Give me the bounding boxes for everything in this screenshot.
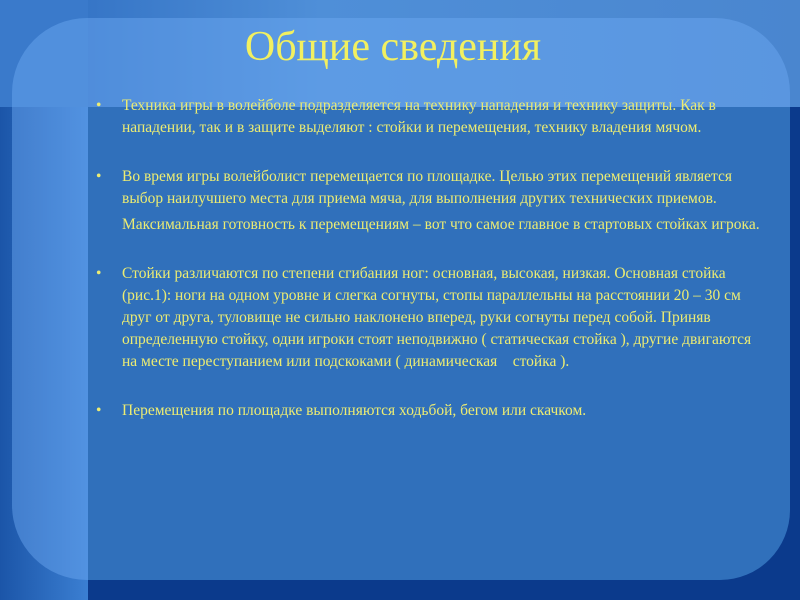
bullet-item [96, 166, 766, 210]
slide-title: Общие сведения [244, 24, 542, 70]
bullet-icon: • [96, 97, 102, 114]
bullet-text: Во время игры волейболист перемещается по площадке. Целью этих перемещений является выбор наилучшего места для приема мяча, для выполнения других технических приемов. [122, 168, 732, 207]
bullet-item [96, 263, 766, 373]
paragraph-text: Максимальная готовность к перемещениям – вот что самое главное в стартовых стойках игрока. [122, 216, 760, 233]
bullet-text: Стойки различаются по степени сгибания ног: основная, высокая, низкая. Основная стойка (рис.1): ноги на одном уровне и слегка согнуты, стопы параллельны на расстоянии 20 – 30 см друг от друга, туловище не сильно наклонено вперед, руки согнуты перед собой. Приняв определенную стойку, одни игроки стоят неподвижно ( статическая стойка ), другие двигаются на месте переступанием или подскоками ( динамическая стойка ). [122, 265, 756, 370]
bullet-text: Техника игры в волейболе подразделяется на технику нападения и технику защиты. Как в нападении, так и в защите выделяют : стойки и перемещения, технику владения мячом. [122, 97, 716, 136]
slide-content [96, 95, 766, 422]
bullet-text: Перемещения по площадке выполняются ходьбой, бегом или скачком. [122, 402, 587, 419]
bullet-icon: • [96, 265, 102, 282]
bullet-item [96, 400, 766, 422]
bullet-icon: • [96, 402, 102, 419]
bullet-item [96, 95, 766, 139]
bullet-icon: • [96, 168, 102, 185]
